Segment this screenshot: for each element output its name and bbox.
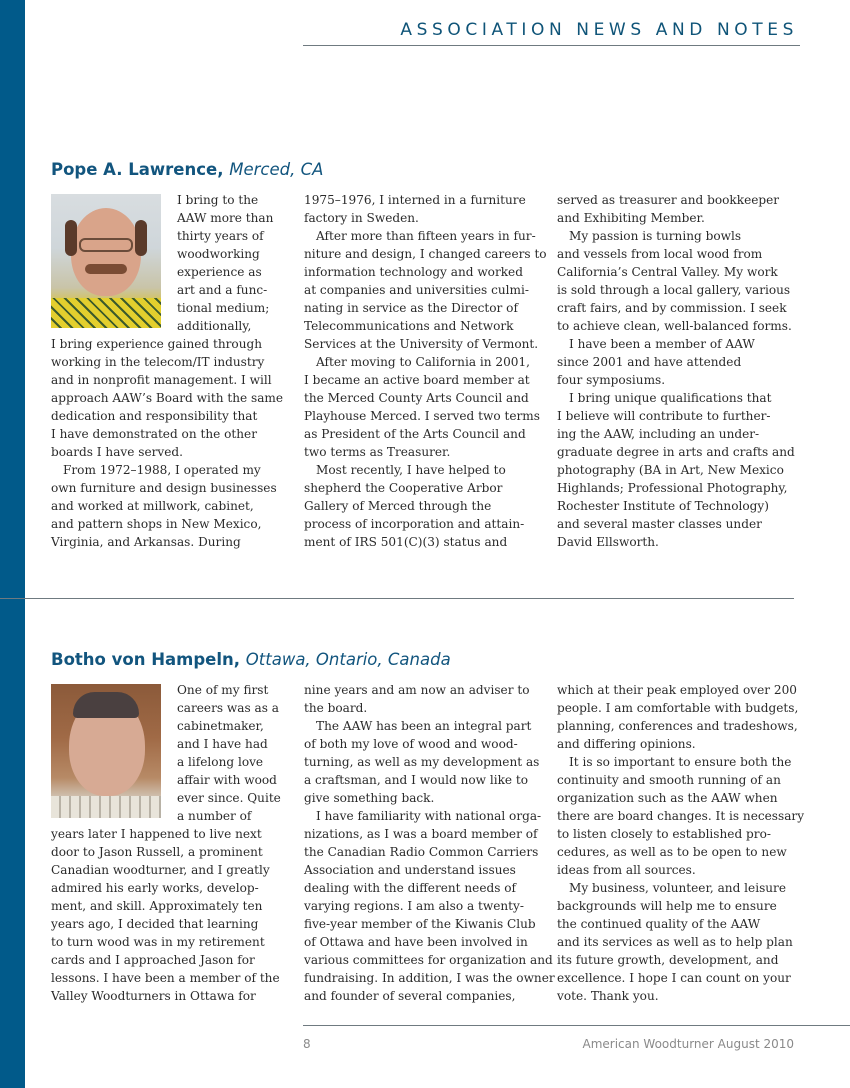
text-line: I have demonstrated on the other (51, 427, 257, 441)
text-line: cards and I approached Jason for (51, 953, 255, 967)
text-line: its future growth, development, and (557, 953, 779, 967)
text-line: the Merced County Arts Council and (304, 391, 529, 405)
text-line: and differing opinions. (557, 737, 696, 751)
text-line: I have been a member of AAW (569, 337, 755, 351)
text-line: My passion is turning bowls (569, 229, 742, 243)
text-line: experience as (177, 265, 262, 279)
text-line: My business, volunteer, and leisure (569, 881, 786, 895)
text-line: there are board changes. It is necessary (557, 809, 805, 823)
text-line: give something back. (304, 791, 435, 805)
text-line: and several master classes under (557, 517, 762, 531)
text-line: and founder of several companies, (304, 989, 516, 1003)
text-line: nizations, as I was a board member of (304, 827, 538, 841)
text-line: to listen closely to established pro- (557, 827, 771, 841)
text-line: people. I am comfortable with budgets, (557, 701, 799, 715)
text-line: of both my love of wood and wood- (304, 737, 518, 751)
text-line: a number of (177, 809, 252, 823)
text-line: and vessels from local wood from (557, 247, 763, 261)
text-line: niture and design, I changed careers to (304, 247, 547, 261)
text-column-2 (304, 681, 555, 1005)
text-line: vote. Thank you. (557, 989, 659, 1003)
text-line: the Canadian Radio Common Carriers (304, 845, 539, 859)
text-line: and pattern shops in New Mexico, (51, 517, 262, 531)
text-line: craft fairs, and by commission. I seek (557, 301, 787, 315)
text-line: Playhouse Merced. I served two terms (304, 409, 540, 423)
text-line: a craftsman, and I would now like to (304, 773, 529, 787)
text-line: and in nonprofit management. I will (51, 373, 272, 387)
text-line: planning, conferences and tradeshows, (557, 719, 798, 733)
text-line: art and a func- (177, 283, 268, 297)
candidate-heading (51, 158, 796, 182)
text-line: a lifelong love (177, 755, 264, 769)
text-line: factory in Sweden. (304, 211, 419, 225)
text-line: careers was as a (177, 701, 279, 715)
section-title: ASSOCIATION NEWS AND NOTES (400, 20, 798, 40)
text-column-2 (304, 191, 548, 551)
text-line: approach AAW’s Board with the same (51, 391, 284, 405)
text-line: Telecommunications and Network (304, 319, 514, 333)
text-line: which at their peak employed over 200 (557, 683, 797, 697)
text-line: shepherd the Cooperative Arbor (304, 481, 503, 495)
candidate-name: Pope A. Lawrence, (51, 160, 224, 179)
text-line: Services at the University of Vermont. (304, 337, 539, 351)
text-line: of Ottawa and have been involved in (304, 935, 528, 949)
text-line: AAW more than (177, 211, 274, 225)
text-line: five-year member of the Kiwanis Club (304, 917, 536, 931)
text-line: I have familiarity with national orga- (316, 809, 542, 823)
text-line: The AAW has been an integral part (316, 719, 532, 733)
text-line: From 1972–1988, I operated my (63, 463, 261, 477)
text-line: to turn wood was in my retirement (51, 935, 265, 949)
text-line: One of my first (177, 683, 269, 697)
text-line: tional medium; (177, 301, 270, 315)
text-line: David Ellsworth. (557, 535, 659, 549)
text-line: cabinetmaker, (177, 719, 264, 733)
text-line: various committees for organization and (304, 953, 553, 967)
section-divider (0, 598, 794, 599)
text-line: Virginia, and Arkansas. During (51, 535, 241, 549)
text-line: continuity and smooth running of an (557, 773, 781, 787)
text-line: years later I happened to live next (51, 827, 262, 841)
text-column-1 (51, 681, 295, 1005)
text-line: woodworking (177, 247, 260, 261)
text-line: Rochester Institute of Technology) (557, 499, 769, 513)
candidate-location: Merced, CA (229, 160, 324, 179)
text-line: I bring unique qualifications that (569, 391, 772, 405)
text-line: It is so important to ensure both the (569, 755, 792, 769)
text-line: graduate degree in arts and crafts and (557, 445, 795, 459)
text-line: working in the telecom/IT industry (51, 355, 265, 369)
text-line: as President of the Arts Council and (304, 427, 526, 441)
text-line: ment of IRS 501(C)(3) status and (304, 535, 508, 549)
candidate-heading (51, 648, 796, 672)
text-line: Most recently, I have helped to (316, 463, 506, 477)
text-line: to achieve clean, well-balanced forms. (557, 319, 792, 333)
text-line: ing the AAW, including an under- (557, 427, 760, 441)
text-line: two terms as Treasurer. (304, 445, 451, 459)
text-line: own furniture and design businesses (51, 481, 277, 495)
text-line: at companies and universities culmi- (304, 283, 529, 297)
text-line: backgrounds will help me to ensure (557, 899, 777, 913)
text-line: photography (BA in Art, New Mexico (557, 463, 784, 477)
text-line: dealing with the different needs of (304, 881, 517, 895)
text-column-3 (557, 191, 801, 551)
candidate-location: Ottawa, Ontario, Canada (245, 650, 451, 669)
text-line: thirty years of (177, 229, 264, 243)
text-line: excellence. I hope I can count on your (557, 971, 791, 985)
text-line: lessons. I have been a member of the (51, 971, 280, 985)
text-line: the board. (304, 701, 368, 715)
text-line: and worked at millwork, cabinet, (51, 499, 254, 513)
text-line: door to Jason Russell, a prominent (51, 845, 263, 859)
text-line: admired his early works, develop- (51, 881, 259, 895)
text-line: turning, as well as my development as (304, 755, 540, 769)
publication-footer: American Woodturner August 2010 (582, 1037, 794, 1051)
text-line: affair with wood (177, 773, 277, 787)
text-line: nating in service as the Director of (304, 301, 518, 315)
text-line: cedures, as well as to be open to new (557, 845, 787, 859)
text-line: Association and understand issues (304, 863, 516, 877)
text-line: Highlands; Professional Photography, (557, 481, 788, 495)
text-line: varying regions. I am also a twenty- (304, 899, 524, 913)
candidate-section-pope-lawrence (51, 158, 796, 549)
text-line: Canadian woodturner, and I greatly (51, 863, 270, 877)
text-line: process of incorporation and attain- (304, 517, 525, 531)
text-line: organization such as the AAW when (557, 791, 778, 805)
text-line: and Exhibiting Member. (557, 211, 705, 225)
text-line: After more than fifteen years in fur- (316, 229, 536, 243)
text-line: I became an active board member at (304, 373, 530, 387)
text-line: ever since. Quite (177, 791, 281, 805)
text-column-3 (557, 681, 805, 1005)
text-line: ideas from all sources. (557, 863, 696, 877)
header-divider (303, 45, 800, 46)
footer-divider (303, 1025, 850, 1026)
text-line: served as treasurer and bookkeeper (557, 193, 780, 207)
text-line: ment, and skill. Approximately ten (51, 899, 263, 913)
text-line: nine years and am now an adviser to (304, 683, 530, 697)
text-line: four symposiums. (557, 373, 666, 387)
text-line: fundraising. In addition, I was the owner (304, 971, 555, 985)
text-line: 1975–1976, I interned in a furniture (304, 193, 526, 207)
text-line: I bring experience gained through (51, 337, 263, 351)
text-line: Valley Woodturners in Ottawa for (51, 989, 256, 1003)
text-line: Gallery of Merced through the (304, 499, 492, 513)
text-line: is sold through a local gallery, various (557, 283, 791, 297)
text-line: additionally, (177, 319, 252, 333)
sidebar-accent-bar (0, 0, 25, 1088)
text-line: the continued quality of the AAW (557, 917, 761, 931)
text-line: and its services as well as to help plan (557, 935, 793, 949)
text-line: information technology and worked (304, 265, 523, 279)
text-line: and I have had (177, 737, 268, 751)
text-line: After moving to California in 2001, (316, 355, 531, 369)
text-line: dedication and responsibility that (51, 409, 258, 423)
text-line: years ago, I decided that learning (51, 917, 259, 931)
text-line: since 2001 and have attended (557, 355, 742, 369)
text-line: California’s Central Valley. My work (557, 265, 778, 279)
candidate-name: Botho von Hampeln, (51, 650, 241, 669)
text-column-1 (51, 191, 295, 551)
text-line: I believe will contribute to further- (557, 409, 771, 423)
page-number: 8 (303, 1037, 311, 1051)
text-line: boards I have served. (51, 445, 183, 459)
text-line: I bring to the (177, 193, 259, 207)
candidate-section-botho-von-hampeln (51, 648, 805, 1003)
